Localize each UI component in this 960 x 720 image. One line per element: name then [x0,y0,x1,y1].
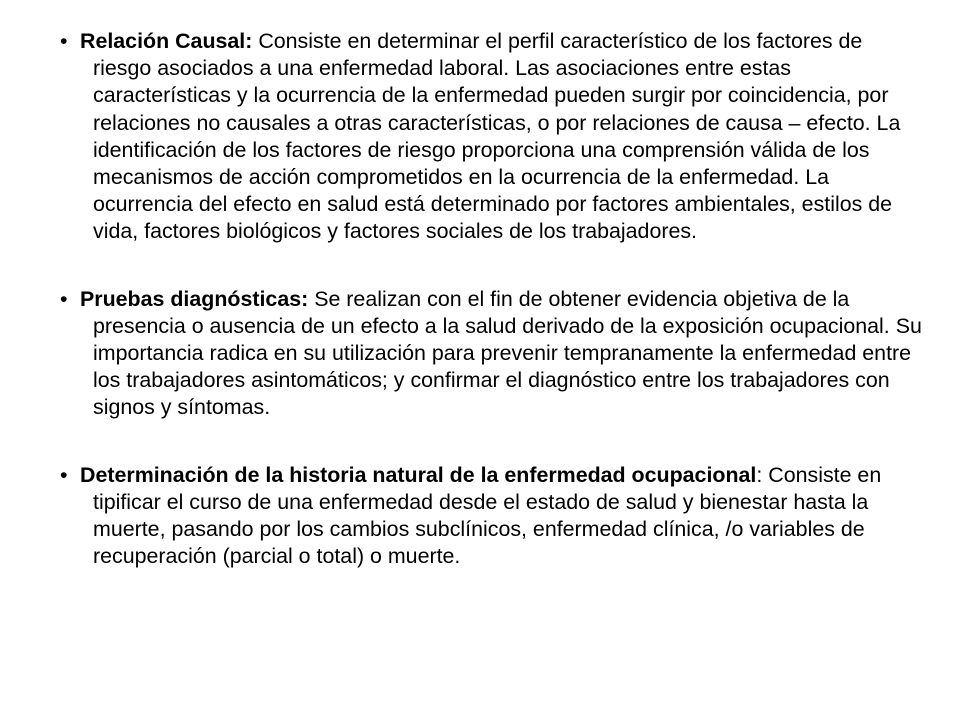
item-text: : Consiste en tipificar el curso de una enfermedad desde el estado de salud y bienestar hasta la muerte, pasando por los cambios subclínicos, enfermedad clínica, /o variables de recuperación (parcial o total) o muerte. [93,462,882,569]
item-text: Consiste en determinar el perfil característico de los factores de riesgo asociados a una enfermedad laboral. Las asociaciones entre estas características y la ocurrencia de la enfermedad pueden surgir por coincidencia, por relaciones no causales a otras características, o por relaciones de causa – efecto. La identificación de los factores de riesgo proporciona una comprensión válida de los mecanismos de acción comprometidos en la ocurrencia de la enfermedad. La ocurrencia del efecto en salud está determinado por factores ambientales, estilos de vida, factores biológicos y factores sociales de los trabajadores. [93,29,901,244]
bullet-item-pruebas-diagnosticas [60,286,924,422]
item-term: Determinación de la historia natural de la enfermedad ocupacional [80,462,757,487]
item-term: Pruebas diagnósticas: [80,286,309,311]
bullet-item-historia-natural [60,462,924,571]
bullet-icon: • [60,29,68,53]
item-text: Se realizan con el fin de obtener evidencia objetiva de la presencia o ausencia de un efecto a la salud derivado de la exposición ocupacional. Su importancia radica en su utilización para prevenir tempranamente la enfermedad entre los trabajadores asintomáticos; y confirmar el diagnóstico entre los trabajadores con signos y síntomas. [93,286,922,420]
bullet-icon: • [60,462,68,487]
bullet-icon: • [60,286,68,311]
bullet-item-relacion-causal [60,28,924,246]
item-term: Relación Causal: [80,29,253,53]
